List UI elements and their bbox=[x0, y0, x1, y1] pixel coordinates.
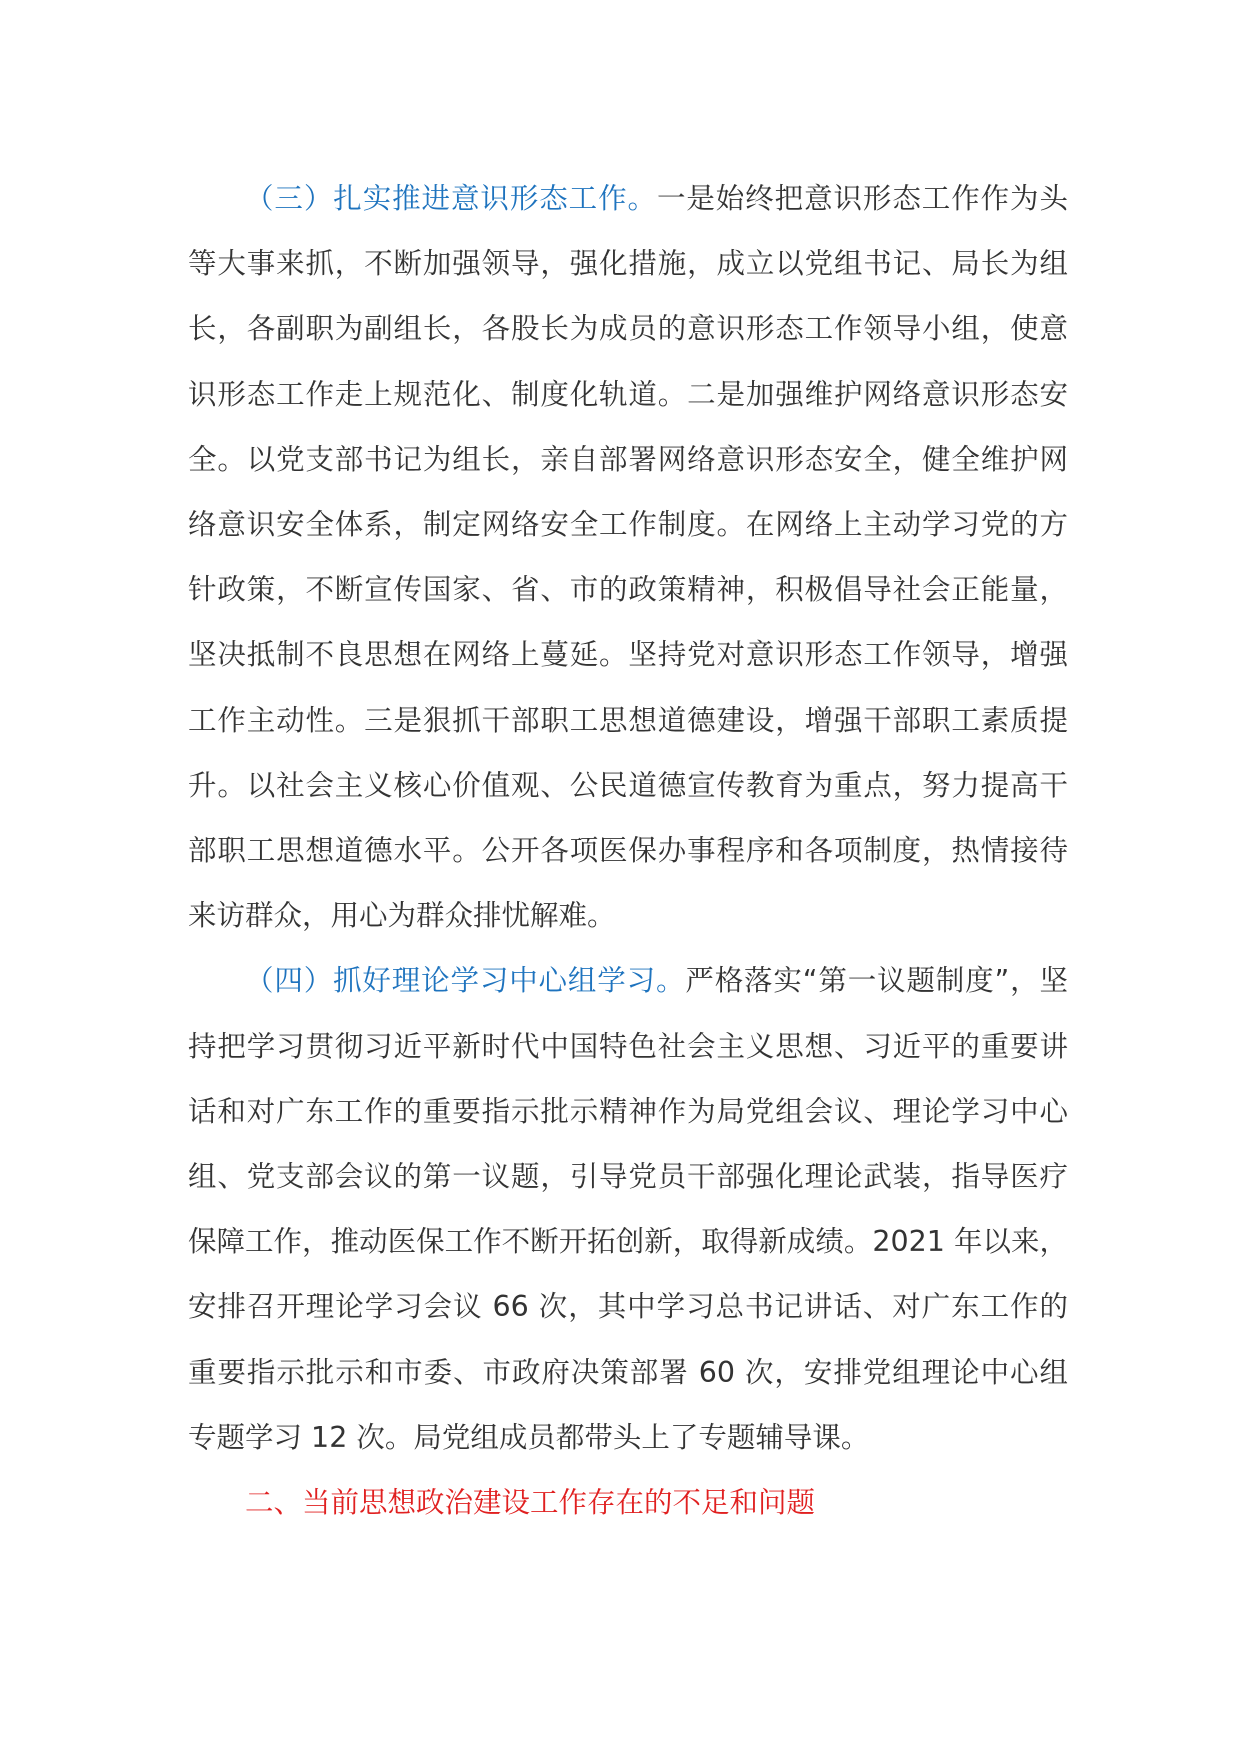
document-page bbox=[188, 166, 1068, 1535]
paragraph-ideology-work bbox=[188, 166, 1068, 948]
paragraph-body: 一是始终把意识形态工作作为头等大事来抓，不断加强领导，强化措施，成立以党组书记、局长为组长，各副职为副组长，各股长为成员的意识形态工作领导小组，使意识形态工作走上规范化、制度化轨道。二是加强维护网络意识形态安全。以党支部书记为组长，亲自部署网络意识形态安全，健全维护网络意识安全体系，制定网络安全工作制度。在网络上主动学习党的方针政策，不断宣传国家、省、市的政策精神，积极倡导社会正能量，坚决抵制不良思想在网络上蔓延。坚持党对意识形态工作领导，增强工作主动性。三是狠抓干部职工思想道德建设，增强干部职工素质提升。以社会主义核心价值观、公民道德宣传教育为重点，努力提高干部职工思想道德水平。公开各项医保办事程序和各项制度，热情接待来访群众，用心为群众排忧解难。 bbox=[188, 182, 1068, 933]
paragraph-body: 严格落实“第一议题制度”，坚持把学习贯彻习近平新时代中国特色社会主义思想、习近平的重要讲话和对广东工作的重要指示批示精神作为局党组会议、理论学习中心组、党支部会议的第一议题，引导党员干部强化理论武装，指导医疗保障工作，推动医保工作不断开拓创新，取得新成绩。2021 年以来，安排召开理论学习会议 66 次，其中学习总书记讲话、对广东工作的重要指示批示和市委、市政府决策部署 60 次，安排党组理论中心组专题学习 12 次。局党组成员都带头上了专题辅导课。 bbox=[188, 964, 1068, 1454]
subheading-theory-study: （四）抓好理论学习中心组学习。 bbox=[245, 964, 686, 998]
subheading-ideology-work: （三）扎实推进意识形态工作。 bbox=[245, 182, 657, 215]
section-heading: 二、当前思想政治建设工作存在的不足和问题 bbox=[245, 1486, 816, 1520]
paragraph-theory-study bbox=[188, 948, 1068, 1470]
